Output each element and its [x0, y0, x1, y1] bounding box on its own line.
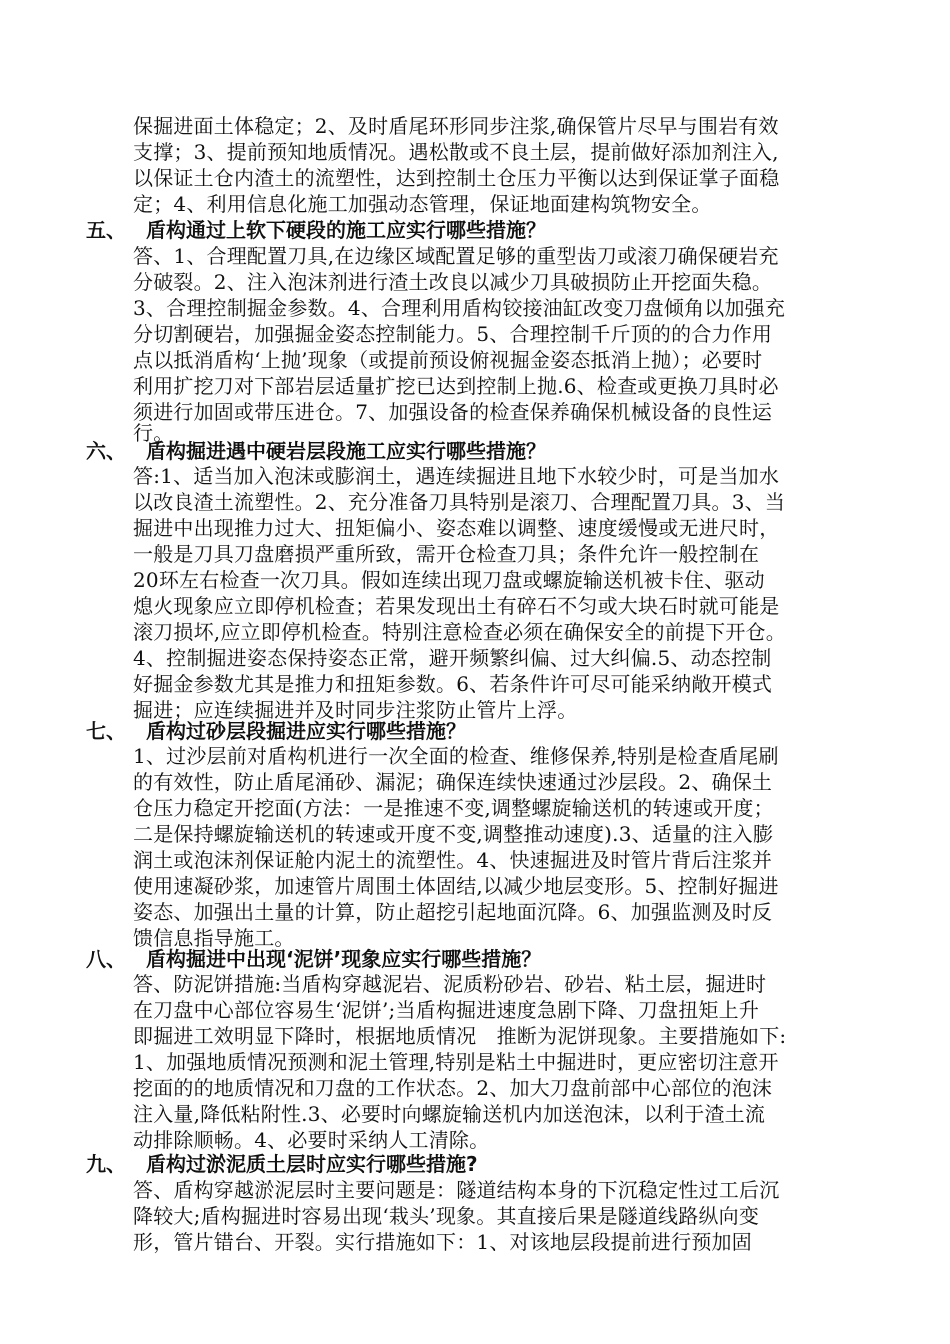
body-line: 姿态、加强出土量的计算，防止超挖引起地面沉降。6、加强监测及时反 [133, 900, 773, 924]
body-line: 以改良渣土流塑性。2、充分准备刀具特别是滚刀、合理配置刀具。3、当 [133, 490, 786, 514]
body-line: 3、合理控制掘金参数。4、合理利用盾构铰接油缸改变刀盘倾角以加强充 [133, 296, 786, 320]
body-line: 分切割硬岩，加强掘金姿态控制能力。5、合理控制千斤顶的的合力作用 [133, 322, 773, 346]
body-line: 好掘金参数尤其是推力和扭矩参数。6、若条件许可尽可能采纳敞开模式 [133, 672, 773, 696]
section-heading [86, 1151, 478, 1177]
body-line: 注入量,降低粘附性.3、必要时向螺旋输送机内加送泡沫，以利于渣土流 [133, 1102, 766, 1126]
section-number: 六、 [86, 439, 126, 463]
section-number: 八、 [86, 947, 126, 971]
body-line: 掘进中出现推力过大、扭矩偏小、姿态难以调整、速度缓慢或无进尺时， [133, 516, 780, 540]
section-title: 盾构通过上软下硬段的施工应实行哪些措施？ [146, 218, 546, 242]
body-line: 熄火现象应立即停机检查；若果发现出土有碎石不匀或大块石时就可能是 [133, 594, 780, 618]
body-line: 答、防泥饼措施:当盾构穿越泥岩、泥质粉砂岩、砂岩、粘土层，掘进时 [133, 972, 767, 996]
body-line: 降较大;盾构掘进时容易出现‘栽头’现象。其直接后果是隧道线路纵向变 [133, 1204, 760, 1228]
section-title: 盾构掘进中出现‘泥饼’现象应实行哪些措施？ [146, 947, 542, 971]
body-line: 1、加强地质情况预测和泥土管理,特别是粘土中掘进时，更应密切注意开 [133, 1050, 779, 1074]
intro-line: 支撑；3、提前预知地质情况。遇松散或不良土层，提前做好添加剂注入, [133, 140, 779, 164]
body-line: 滚刀损坏,应立即停机检查。特别注意检查必须在确保安全的前提下开仓。 [133, 620, 786, 644]
body-line: 即掘进工效明显下降时，根据地质情况 推断为泥饼现象。主要措施如下: [133, 1024, 787, 1048]
intro-line: 保掘进面土体稳定；2、及时盾尾环形同步注浆,确保管片尽早与围岩有效 [133, 114, 779, 138]
body-line: 使用速凝砂浆，加速管片周围土体固结,以减少地层变形。5、控制好掘进 [133, 874, 779, 898]
body-line: 馈信息指导施工。 [133, 926, 295, 950]
section-title: 盾构掘进遇中硬岩层段施工应实行哪些措施？ [146, 439, 546, 463]
body-line: 在刀盘中心部位容易生‘泥饼’;当盾构掘进速度急剧下降、刀盘扭矩上升 [133, 998, 760, 1022]
section-heading [86, 946, 541, 972]
body-line: 仓压力稳定开挖面(方法：一是推速不变,调整螺旋输送机的转速或开度； [133, 796, 774, 820]
body-line: 须进行加固或带压进仓。7、加强设备的检查保养确保机械设备的良性运 [133, 400, 773, 424]
body-line: 挖面的的地质情况和刀盘的工作状态。2、加大刀盘前部中心部位的泡沫 [133, 1076, 773, 1100]
section-title: 盾构过淤泥质土层时应实行哪些措施? [146, 1152, 478, 1176]
body-line: 行。 [133, 421, 174, 445]
body-line: 4、控制掘进姿态保持姿态正常，避开频繁纠偏、过大纠偏.5、动态控制 [133, 646, 772, 670]
body-line: 答:1、适当加入泡沫或膨润土，遇连续掘进且地下水较少时，可是当加水 [133, 464, 780, 488]
body-line: 掘进；应连续掘进并及时同步注浆防止管片上浮。 [133, 698, 578, 722]
section-heading [86, 217, 546, 243]
section-title: 盾构过砂层段掘进应实行哪些措施？ [146, 719, 466, 743]
body-line: 20环左右检查一次刀具。假如连续出现刀盘或螺旋输送机被卡住、驱动 [133, 568, 765, 592]
body-line: 一般是刀具刀盘磨损严重所致，需开仓检查刀具；条件允许一般控制在 [133, 542, 760, 566]
intro-line: 以保证土仓内渣土的流塑性，达到控制土仓压力平衡以达到保证掌子面稳 [133, 166, 780, 190]
body-line: 的有效性，防止盾尾涌砂、漏泥；确保连续快速通过沙层段。2、确保土 [133, 770, 773, 794]
body-line: 动排除顺畅。4、必要时采纳人工清除。 [133, 1128, 490, 1152]
body-line: 1、过沙层前对盾构机进行一次全面的检查、维修保养,特别是检查盾尾刷 [133, 744, 779, 768]
body-line: 利用扩挖刀对下部岩层适量扩挖已达到控制上抛.6、检查或更换刀具时必 [133, 374, 779, 398]
section-heading [86, 718, 466, 744]
section-number: 五、 [86, 218, 126, 242]
section-heading [86, 438, 546, 464]
body-line: 二是保持螺旋输送机的转速或开度不变,调整推动速度).3、适量的注入膨 [133, 822, 774, 846]
section-number: 九、 [86, 1152, 126, 1176]
body-line: 答、1、合理配置刀具,在边缘区域配置足够的重型齿刀或滚刀确保硬岩充 [133, 244, 779, 268]
body-line: 形，管片错台、开裂。实行措施如下：1、对该地层段提前进行预加固 [133, 1230, 752, 1254]
body-line: 润土或泡沫剂保证舱内泥土的流塑性。4、快速掘进及时管片背后注浆并 [133, 848, 773, 872]
body-line: 答、盾构穿越淤泥层时主要问题是：隧道结构本身的下沉稳定性过工后沉 [133, 1178, 780, 1202]
body-line: 点以抵消盾构‘上抛’现象（或提前预设俯视掘金姿态抵消上抛）；必要时 [133, 348, 763, 372]
body-line: 分破裂。2、注入泡沫剂进行渣土改良以减少刀具破损防止开挖面失稳。 [133, 270, 773, 294]
section-number: 七、 [86, 719, 126, 743]
intro-line: 定；4、利用信息化施工加强动态管理，保证地面建构筑物安全。 [133, 192, 712, 216]
